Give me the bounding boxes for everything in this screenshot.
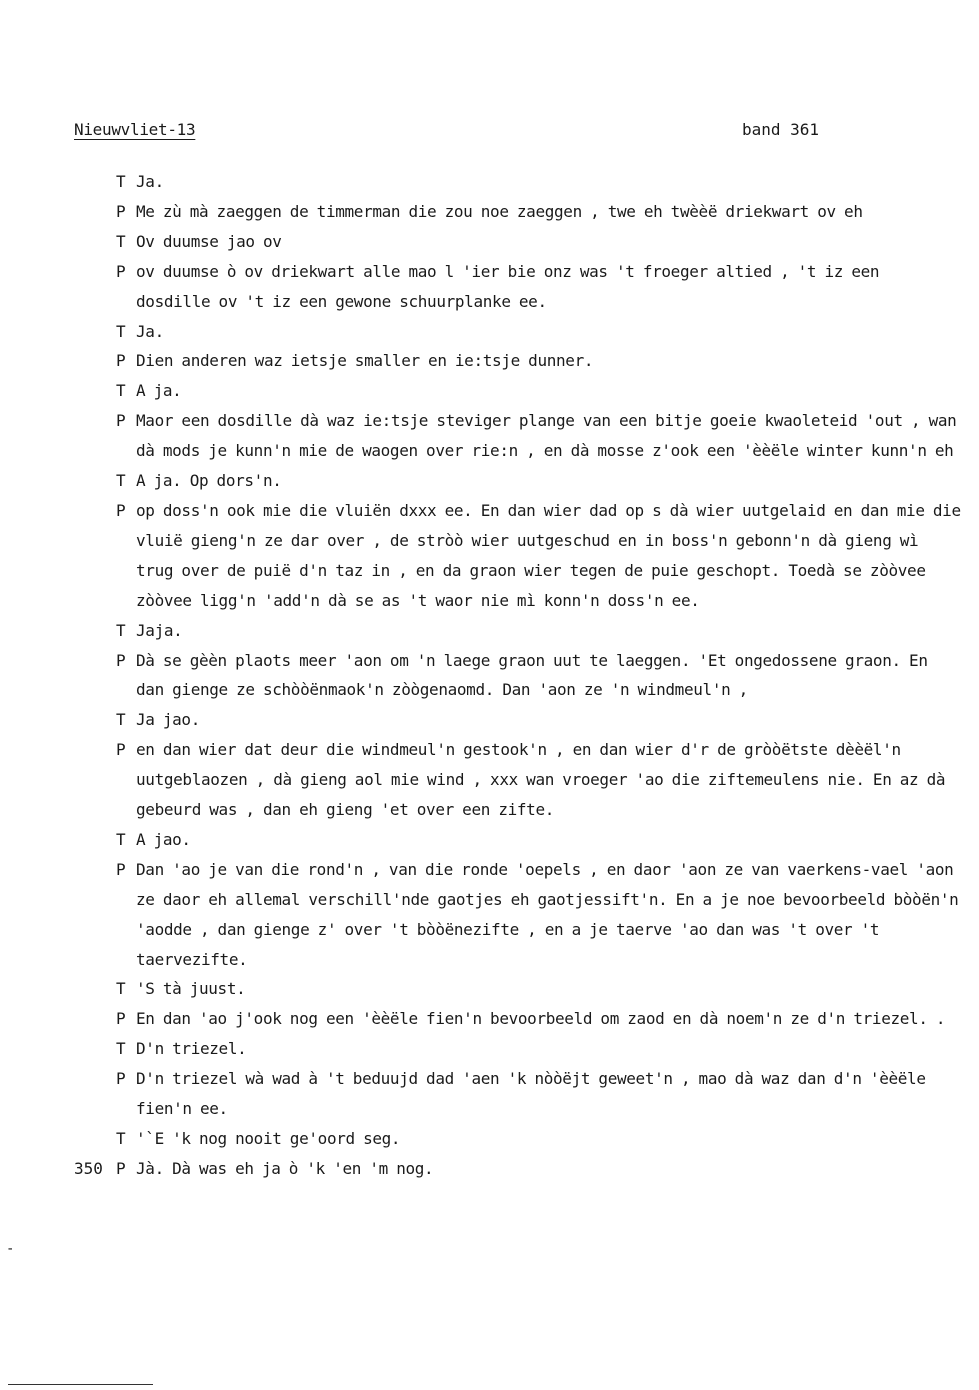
utterance-text: Ja jao. [136,710,200,730]
transcript-turn [0,855,979,975]
speaker-label: T [116,620,126,640]
utterance-text: En dan 'ao j'ook nog een 'èèële fien'n bevoorbeeld om zaod en dà noem'n ze d'n triezel. . [136,1009,946,1029]
speaker-label: T [116,321,126,341]
transcript-turn [0,825,979,855]
speaker-label: T [116,829,126,849]
utterance-text: Jaja. [136,620,183,640]
speaker-label: P [116,1069,126,1089]
transcript-turn [0,197,979,227]
transcript-turn [0,974,979,1004]
speaker-label: P [116,859,126,879]
utterance-text: op doss'n ook mie die vluiën dxxx ee. En dan wier dad op s dà wier uutgelaid en dan mie die vluië gieng'n ze dar over , de stròò wier uutgeschud en in boss'n gebonn'n dà gieng wì trug over de puië d'n taz in , en da graon wier tegen de puie geschopt. Toedà se zòòvee zòòvee ligg'n 'add'n dà se as 't waor nie mì konn'n doss'n ee. [136,500,970,610]
transcript-turn [0,346,979,376]
utterance-text: Jà. Dà was eh ja ò 'k 'en 'm nog. [136,1158,434,1178]
document-id: Nieuwvliet-13 [74,120,196,139]
speaker-label: P [116,351,126,371]
utterance-text: D'n triezel. [136,1039,247,1059]
utterance-text: Dien anderen waz ietsje smaller en ie:tsje dunner. [136,351,594,371]
utterance-text: Me zù mà zaeggen de timmerman die zou noe zaeggen , twe eh twèèë driekwart ov eh [136,201,863,221]
transcript-turn [0,466,979,496]
transcript-turn [0,496,979,616]
speaker-label: T [116,1039,126,1059]
transcript-turn [0,257,979,317]
tape-number: band 361 [742,120,820,139]
utterance-text: Maor een dosdille dà waz ie:tsje steviger plange van een bitje goeie kwaoleteid 'out , wan dà mods je kunn'n mie de waogen over rie:n , en dà mosse z'ook een 'èèële winter kunn'n eh [136,411,965,461]
transcript-turn [0,1034,979,1064]
speaker-label: P [116,411,126,431]
utterance-text: 'S tà juust. [136,979,246,999]
transcript-turn [0,167,979,197]
utterance-text: A jao. [136,829,191,849]
transcript-turn [0,1064,979,1124]
utterance-text: ov duumse ò ov driekwart alle mao l 'ier bie onz was 't froeger altied , 't iz een dosdille ov 't iz een gewone schuurplanke ee. [136,261,888,311]
transcript [0,167,979,1184]
transcript-turn [0,1154,979,1184]
transcript-turn [0,705,979,735]
utterance-text: D'n triezel wà wad à 't beduujd dad 'aen 'k nòòëjt geweet'n , mao dà waz dan d'n 'èèële fien'n ee. [136,1069,934,1119]
transcript-turn [0,317,979,347]
speaker-label: T [116,381,126,401]
utterance-text: Dan 'ao je van die rond'n , van die ronde 'oepels , en daor 'aon ze van vaerkens-vael 'aon ze daor eh allemal verschill'nde gaotjes eh gaotjessift'n. En a je noe bevoorbeeld bòòën'n 'aodde , dan gienge z' over 't bòòënezifte , en a je taerve 'ao dan was 't over 't taervezifte. [136,859,967,969]
speaker-label: T [116,710,126,730]
footer-rule [8,1384,153,1385]
utterance-text: Dà se gèèn plaots meer 'aon om 'n laege graon uut te laeggen. 'Et ongedossene graon. En dan gienge ze schòòënmaok'n zòògenaomd. Dan 'aon ze 'n windmeul'n , [136,650,936,700]
utterance-text: Ov duumse jao ov [136,231,282,251]
transcript-turn [0,646,979,706]
utterance-text: A ja. [136,381,182,401]
speaker-label: T [116,172,126,191]
speaker-label: P [116,201,126,221]
transcript-turn [0,1124,979,1154]
transcript-turn [0,1004,979,1034]
utterance-text: Ja. [136,172,164,191]
speaker-label: P [116,500,126,520]
speaker-label: P [116,650,126,670]
transcript-turn [0,227,979,257]
transcript-turn [0,616,979,646]
utterance-text: '`E 'k nog nooit ge'oord seg. [136,1129,401,1148]
speaker-label: T [116,979,126,999]
margin-mark: - [6,1241,15,1257]
transcript-turn [0,735,979,825]
utterance-text: A ja. Op dors'n. [136,471,282,491]
speaker-label: P [116,261,126,281]
speaker-label: P [116,740,126,760]
utterance-text: Ja. [136,321,164,341]
line-number: 350 [74,1158,103,1178]
speaker-label: P [116,1158,126,1178]
speaker-label: T [116,1129,126,1148]
transcript-turn [0,376,979,406]
speaker-label: T [116,471,126,491]
utterance-text: en dan wier dat deur die windmeul'n gestook'n , en dan wier d'r de gròòëtste dèèël'n uutgeblaozen , dà gieng aol mie wind , xxx wan vroeger 'ao die ziftemeulens nie. En az dà gebeurd was , dan eh gieng 'et over een zifte. [136,740,954,820]
speaker-label: P [116,1009,126,1029]
transcript-turn [0,406,979,466]
speaker-label: T [116,231,126,251]
